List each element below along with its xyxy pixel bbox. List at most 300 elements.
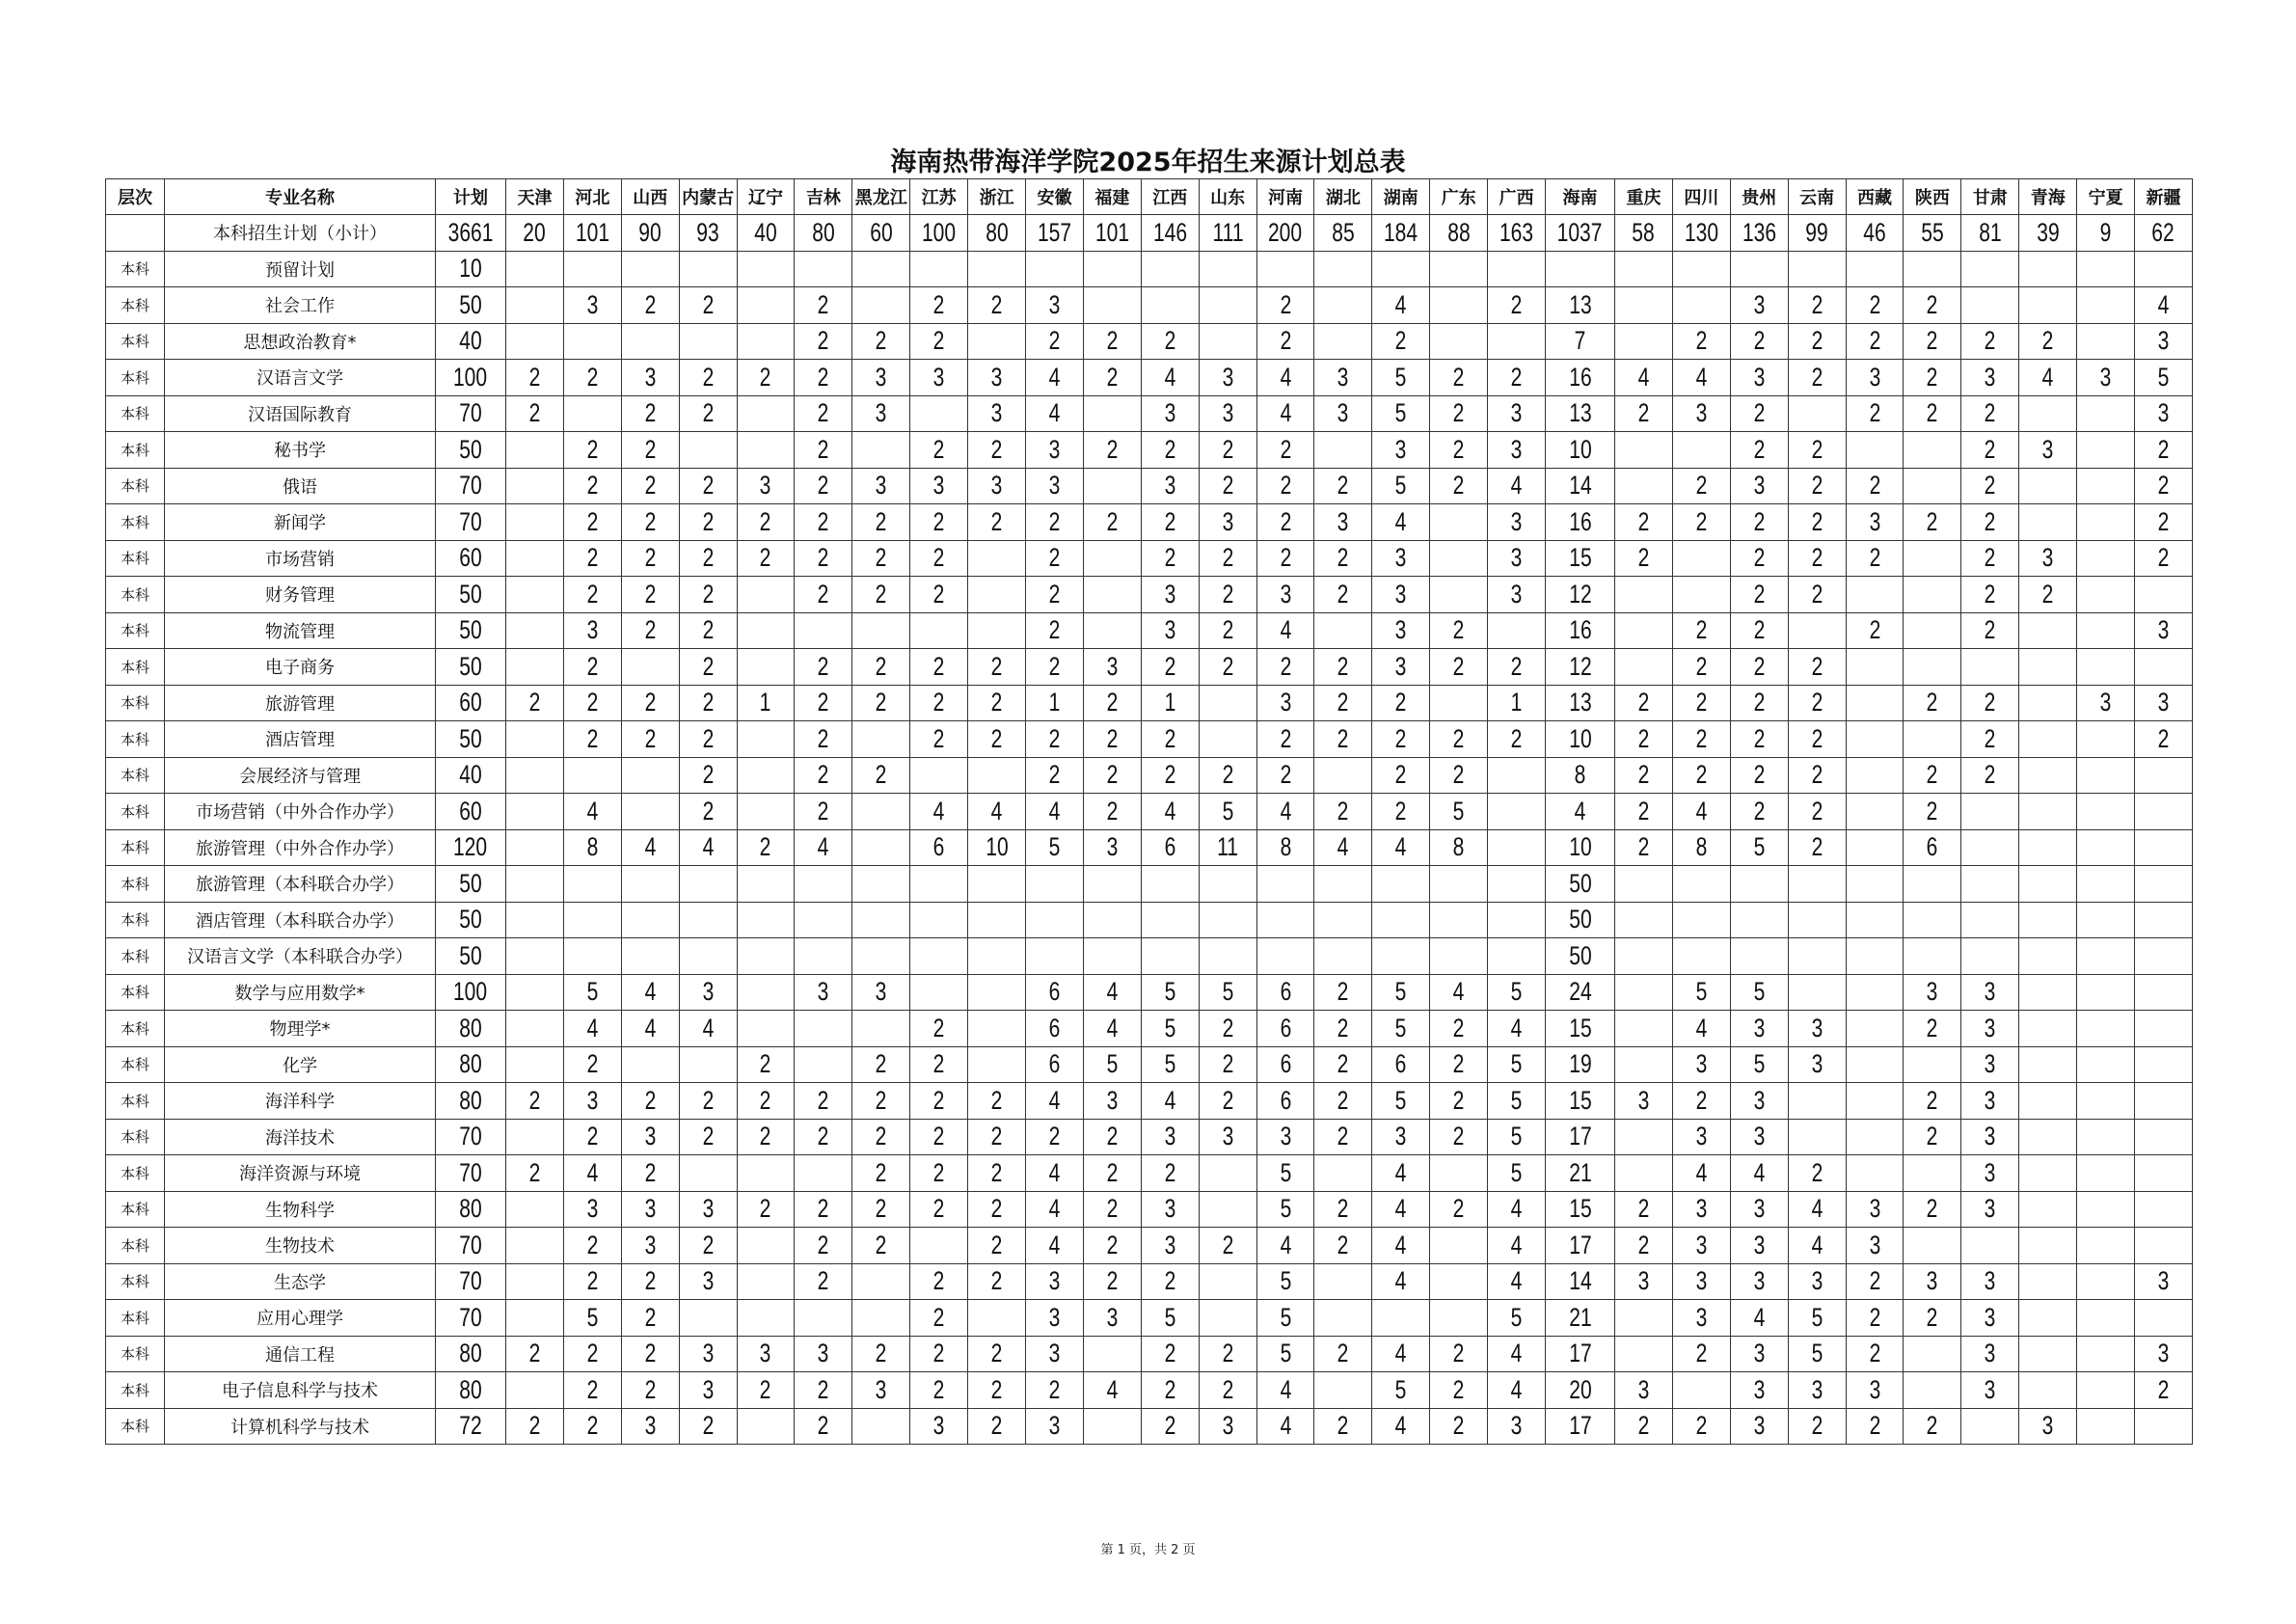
major-name-cell: 海洋技术 xyxy=(165,1119,436,1155)
province-quota-cell xyxy=(910,829,968,866)
province-quota-cell xyxy=(1788,251,1846,287)
cell-value: 2 xyxy=(1337,1194,1349,1224)
province-quota-cell xyxy=(1488,794,1546,830)
province-quota-cell xyxy=(1730,468,1788,504)
cell-value: 2 xyxy=(1337,651,1349,681)
cell-value: 3 xyxy=(1637,1374,1650,1404)
province-quota-cell xyxy=(1846,468,1904,504)
province-quota-cell xyxy=(910,757,968,794)
province-quota-cell xyxy=(1199,468,1256,504)
province-quota-cell xyxy=(1026,1011,1084,1047)
cell-value: 2 xyxy=(586,1049,599,1079)
table-row xyxy=(106,757,2193,794)
cell-value: 2 xyxy=(1811,1411,1823,1441)
cell-value: 2 xyxy=(1927,1085,1938,1115)
cell-value: 10 xyxy=(985,832,1009,862)
province-quota-cell xyxy=(968,395,1026,432)
province-quota-cell xyxy=(1615,360,1673,396)
table-row xyxy=(106,395,2193,432)
cell-value: 3 xyxy=(1164,471,1176,501)
cell-value: 2 xyxy=(1695,688,1708,717)
province-quota-cell xyxy=(1788,1011,1846,1047)
province-quota-cell xyxy=(1372,1191,1430,1228)
province-quota-cell xyxy=(1314,649,1372,686)
cell-value: 157 xyxy=(1037,217,1072,247)
cell-value: 2 xyxy=(1106,1157,1119,1187)
cell-value: 3 xyxy=(2041,1411,2054,1441)
province-quota-cell xyxy=(1546,1155,1615,1192)
cell-value: 2 xyxy=(1695,326,1708,356)
province-quota-cell xyxy=(910,1119,968,1155)
province-quota-cell xyxy=(1430,866,1488,903)
province-quota-cell xyxy=(2077,1408,2135,1445)
cell-value: 4 xyxy=(586,796,599,826)
province-quota-cell xyxy=(795,287,852,324)
cell-value: 2 xyxy=(760,1194,771,1224)
level-cell: 本科 xyxy=(106,323,165,360)
province-quota-cell xyxy=(1846,1408,1904,1445)
province-quota-cell xyxy=(1546,938,1615,975)
province-quota-cell xyxy=(737,794,795,830)
level-cell: 本科 xyxy=(106,577,165,613)
cell-value: 80 xyxy=(459,1194,482,1224)
cell-value: 4 xyxy=(818,832,829,862)
province-quota-cell xyxy=(1372,215,1430,252)
cell-value: 80 xyxy=(459,1049,482,1079)
province-quota-cell xyxy=(1730,649,1788,686)
cell-value: 2 xyxy=(1394,326,1407,356)
province-quota-cell xyxy=(1026,902,1084,938)
province-quota-cell xyxy=(1141,685,1199,721)
province-quota-cell xyxy=(1488,468,1546,504)
cell-value: 5 xyxy=(1164,1049,1176,1079)
province-quota-cell xyxy=(2077,1119,2135,1155)
province-quota-cell xyxy=(1083,1263,1141,1300)
province-quota-cell xyxy=(1730,794,1788,830)
cell-value: 2 xyxy=(1695,1339,1708,1368)
province-quota-cell xyxy=(1372,974,1430,1011)
major-name-cell: 物理学* xyxy=(165,1011,436,1047)
province-quota-cell xyxy=(1730,757,1788,794)
cell-value: 2 xyxy=(818,543,829,573)
province-quota-cell xyxy=(1141,1336,1199,1372)
cell-value: 2 xyxy=(2157,543,2170,573)
table-row xyxy=(106,1408,2193,1445)
cell-value: 4 xyxy=(1811,1194,1823,1224)
province-quota-cell xyxy=(2077,1336,2135,1372)
cell-value: 2 xyxy=(702,723,714,753)
province-quota-cell xyxy=(968,1228,1026,1264)
province-quota-cell xyxy=(1430,287,1488,324)
province-quota-cell xyxy=(1846,395,1904,432)
province-quota-cell xyxy=(1546,1336,1615,1372)
province-quota-cell xyxy=(679,1191,737,1228)
province-quota-cell xyxy=(1961,1155,2019,1192)
cell-value: 2 xyxy=(932,1122,945,1151)
province-quota-cell xyxy=(1372,1046,1430,1083)
province-quota-cell xyxy=(1846,287,1904,324)
province-quota-cell xyxy=(2135,1191,2193,1228)
province-quota-cell xyxy=(795,577,852,613)
province-quota-cell xyxy=(1615,1408,1673,1445)
province-quota-cell xyxy=(1730,938,1788,975)
cell-value: 3 xyxy=(932,362,945,392)
cell-value: 4 xyxy=(644,1013,657,1042)
cell-value: 2 xyxy=(1753,543,1766,573)
column-header: 山西 xyxy=(621,179,679,215)
cell-value: 5 xyxy=(1048,832,1061,862)
plan-total-cell xyxy=(436,902,506,938)
cell-value: 2 xyxy=(528,398,541,428)
province-quota-cell xyxy=(1083,938,1141,975)
province-quota-cell xyxy=(1904,323,1961,360)
cell-value: 100 xyxy=(453,977,488,1007)
province-quota-cell xyxy=(1904,1372,1961,1409)
cell-value: 2 xyxy=(1222,651,1233,681)
province-quota-cell xyxy=(1672,685,1730,721)
cell-value: 5 xyxy=(1222,796,1233,826)
province-quota-cell xyxy=(1372,902,1430,938)
cell-value: 2 xyxy=(1869,1411,1880,1441)
cell-value: 2 xyxy=(644,543,657,573)
province-quota-cell xyxy=(1846,794,1904,830)
column-header: 海南 xyxy=(1546,179,1615,215)
cell-value: 70 xyxy=(459,1266,482,1296)
province-quota-cell xyxy=(1846,215,1904,252)
province-quota-cell xyxy=(563,1119,621,1155)
province-quota-cell xyxy=(1488,1372,1546,1409)
province-quota-cell xyxy=(1141,794,1199,830)
cell-value: 6 xyxy=(932,832,945,862)
province-quota-cell xyxy=(1615,432,1673,469)
province-quota-cell xyxy=(1961,1336,2019,1372)
province-quota-cell xyxy=(1788,974,1846,1011)
province-quota-cell xyxy=(1083,360,1141,396)
plan-total-cell xyxy=(436,974,506,1011)
cell-value: 2 xyxy=(990,723,1003,753)
cell-value: 2 xyxy=(1280,289,1291,319)
level-cell: 本科 xyxy=(106,757,165,794)
province-quota-cell xyxy=(2019,649,2077,686)
cell-value: 2 xyxy=(875,1157,887,1187)
province-quota-cell xyxy=(1026,974,1084,1011)
plan-total-cell xyxy=(436,1336,506,1372)
province-quota-cell xyxy=(506,1300,564,1337)
cell-value: 2 xyxy=(702,471,714,501)
province-quota-cell xyxy=(852,1191,910,1228)
cell-value: 5 xyxy=(1280,1266,1291,1296)
province-quota-cell xyxy=(1672,432,1730,469)
province-quota-cell xyxy=(1730,1046,1788,1083)
province-quota-cell xyxy=(2135,1119,2193,1155)
cell-value: 2 xyxy=(818,688,829,717)
province-quota-cell xyxy=(1961,902,2019,938)
province-quota-cell xyxy=(1846,1046,1904,1083)
cell-value: 2 xyxy=(1695,615,1708,645)
province-quota-cell xyxy=(563,360,621,396)
table-row xyxy=(106,685,2193,721)
cell-value: 4 xyxy=(586,1013,599,1042)
province-quota-cell xyxy=(852,540,910,577)
province-quota-cell xyxy=(621,360,679,396)
province-quota-cell xyxy=(852,757,910,794)
cell-value: 10 xyxy=(1568,723,1592,753)
cell-value: 2 xyxy=(1280,471,1291,501)
cell-value: 10 xyxy=(1568,434,1592,464)
province-quota-cell xyxy=(563,1300,621,1337)
cell-value: 2 xyxy=(1337,1049,1349,1079)
province-quota-cell xyxy=(968,215,1026,252)
province-quota-cell xyxy=(679,612,737,649)
province-quota-cell xyxy=(1615,685,1673,721)
province-quota-cell xyxy=(1083,215,1141,252)
column-header: 江西 xyxy=(1141,179,1199,215)
province-quota-cell xyxy=(1904,685,1961,721)
cell-value: 3 xyxy=(702,977,714,1007)
province-quota-cell xyxy=(1314,1300,1372,1337)
province-quota-cell xyxy=(1788,1300,1846,1337)
province-quota-cell xyxy=(1846,323,1904,360)
cell-value: 4 xyxy=(1048,796,1061,826)
cell-value: 17 xyxy=(1568,1230,1592,1259)
cell-value: 93 xyxy=(696,217,719,247)
plan-total-cell xyxy=(436,612,506,649)
cell-value: 2 xyxy=(1106,326,1119,356)
province-quota-cell xyxy=(1615,866,1673,903)
cell-value: 3 xyxy=(2041,543,2054,573)
plan-total-cell xyxy=(436,685,506,721)
province-quota-cell xyxy=(1199,1155,1256,1192)
province-quota-cell xyxy=(563,902,621,938)
province-quota-cell xyxy=(2077,215,2135,252)
cell-value: 2 xyxy=(1869,1302,1880,1332)
province-quota-cell xyxy=(563,1372,621,1409)
cell-value: 5 xyxy=(1394,1013,1407,1042)
province-quota-cell xyxy=(621,1228,679,1264)
province-quota-cell xyxy=(1141,1011,1199,1047)
province-quota-cell xyxy=(2077,1372,2135,1409)
province-quota-cell xyxy=(968,1083,1026,1120)
cell-value: 20 xyxy=(523,217,547,247)
province-quota-cell xyxy=(1846,1228,1904,1264)
province-quota-cell xyxy=(737,1011,795,1047)
plan-total-cell xyxy=(436,251,506,287)
province-quota-cell xyxy=(1961,468,2019,504)
cell-value: 3 xyxy=(2099,362,2112,392)
province-quota-cell xyxy=(852,360,910,396)
level-cell: 本科 xyxy=(106,1300,165,1337)
cell-value: 2 xyxy=(1452,362,1465,392)
province-quota-cell xyxy=(2135,1300,2193,1337)
province-quota-cell xyxy=(968,685,1026,721)
cell-value: 2 xyxy=(1811,289,1823,319)
cell-value: 3 xyxy=(586,1085,599,1115)
province-quota-cell xyxy=(1314,395,1372,432)
province-quota-cell xyxy=(852,504,910,541)
province-quota-cell xyxy=(852,323,910,360)
province-quota-cell xyxy=(1083,251,1141,287)
cell-value: 3 xyxy=(1164,579,1176,609)
cell-value: 5 xyxy=(1753,977,1766,1007)
province-quota-cell xyxy=(1430,215,1488,252)
cell-value: 2 xyxy=(1869,326,1880,356)
cell-value: 2 xyxy=(2157,1374,2170,1404)
cell-value: 101 xyxy=(575,217,609,247)
province-quota-cell xyxy=(910,395,968,432)
province-quota-cell xyxy=(1846,1155,1904,1192)
province-quota-cell xyxy=(621,323,679,360)
cell-value: 3 xyxy=(1984,977,1996,1007)
cell-value: 3 xyxy=(1222,362,1233,392)
cell-value: 10 xyxy=(459,254,482,284)
province-quota-cell xyxy=(1846,612,1904,649)
province-quota-cell xyxy=(910,1011,968,1047)
cell-value: 1 xyxy=(1048,688,1061,717)
province-quota-cell xyxy=(2135,395,2193,432)
province-quota-cell xyxy=(1672,395,1730,432)
cell-value: 2 xyxy=(1927,1122,1938,1151)
province-quota-cell xyxy=(506,1372,564,1409)
province-quota-cell xyxy=(1788,794,1846,830)
province-quota-cell xyxy=(679,1263,737,1300)
province-quota-cell xyxy=(1141,468,1199,504)
cell-value: 4 xyxy=(1695,1013,1708,1042)
province-quota-cell xyxy=(737,1263,795,1300)
cell-value: 2 xyxy=(1927,1013,1938,1042)
province-quota-cell xyxy=(1199,1263,1256,1300)
cell-value: 4 xyxy=(1280,1230,1291,1259)
cell-value: 2 xyxy=(1452,1122,1465,1151)
province-quota-cell xyxy=(1083,721,1141,758)
province-quota-cell xyxy=(968,902,1026,938)
cell-value: 2 xyxy=(932,723,945,753)
cell-value: 3 xyxy=(1510,579,1523,609)
province-quota-cell xyxy=(621,1336,679,1372)
province-quota-cell xyxy=(2019,1300,2077,1337)
column-header: 福建 xyxy=(1083,179,1141,215)
province-quota-cell xyxy=(2077,468,2135,504)
province-quota-cell xyxy=(563,432,621,469)
province-quota-cell xyxy=(1730,685,1788,721)
province-quota-cell xyxy=(1430,1263,1488,1300)
province-quota-cell xyxy=(1430,1191,1488,1228)
cell-value: 4 xyxy=(1394,1194,1407,1224)
province-quota-cell xyxy=(910,1372,968,1409)
province-quota-cell xyxy=(2019,829,2077,866)
province-quota-cell xyxy=(1546,577,1615,613)
column-header: 安徽 xyxy=(1026,179,1084,215)
cell-value: 4 xyxy=(1048,1157,1061,1187)
major-name-cell: 生态学 xyxy=(165,1263,436,1300)
province-quota-cell xyxy=(1846,938,1904,975)
cell-value: 2 xyxy=(1927,398,1938,428)
province-quota-cell xyxy=(1672,287,1730,324)
cell-value: 3 xyxy=(1695,1049,1708,1079)
cell-value: 3 xyxy=(875,398,887,428)
province-quota-cell xyxy=(1672,504,1730,541)
cell-value: 2 xyxy=(1280,543,1291,573)
province-quota-cell xyxy=(910,721,968,758)
cell-value: 3 xyxy=(1164,1122,1176,1151)
province-quota-cell xyxy=(1961,1372,2019,1409)
province-quota-cell xyxy=(1256,1155,1314,1192)
plan-total-cell xyxy=(436,395,506,432)
province-quota-cell xyxy=(1730,1372,1788,1409)
cell-value: 2 xyxy=(818,1374,829,1404)
province-quota-cell xyxy=(1256,685,1314,721)
cell-value: 2 xyxy=(586,1122,599,1151)
cell-value: 50 xyxy=(459,868,482,898)
cell-value: 2 xyxy=(1452,760,1465,790)
province-quota-cell xyxy=(621,1011,679,1047)
province-quota-cell xyxy=(910,1300,968,1337)
province-quota-cell xyxy=(1199,685,1256,721)
province-quota-cell xyxy=(1846,1011,1904,1047)
province-quota-cell xyxy=(968,1046,1026,1083)
province-quota-cell xyxy=(1615,721,1673,758)
province-quota-cell xyxy=(1672,938,1730,975)
province-quota-cell xyxy=(2135,1155,2193,1192)
cell-value: 3 xyxy=(2157,688,2170,717)
province-quota-cell xyxy=(1615,1263,1673,1300)
cell-value: 4 xyxy=(1048,362,1061,392)
province-quota-cell xyxy=(1730,360,1788,396)
province-quota-cell xyxy=(1199,540,1256,577)
level-cell: 本科 xyxy=(106,360,165,396)
province-quota-cell xyxy=(1199,323,1256,360)
cell-value: 60 xyxy=(459,688,482,717)
province-quota-cell xyxy=(1372,1155,1430,1192)
province-quota-cell xyxy=(1961,360,2019,396)
province-quota-cell xyxy=(1488,1155,1546,1192)
cell-value: 2 xyxy=(1927,688,1938,717)
cell-value: 17 xyxy=(1568,1122,1592,1151)
cell-value: 2 xyxy=(1695,471,1708,501)
cell-value: 2 xyxy=(644,688,657,717)
cell-value: 5 xyxy=(586,977,599,1007)
province-quota-cell xyxy=(1488,215,1546,252)
province-quota-cell xyxy=(1961,323,2019,360)
province-quota-cell xyxy=(1615,1228,1673,1264)
province-quota-cell xyxy=(1314,215,1372,252)
province-quota-cell xyxy=(621,1300,679,1337)
province-quota-cell xyxy=(1961,1263,2019,1300)
province-quota-cell xyxy=(1256,1083,1314,1120)
province-quota-cell xyxy=(1788,468,1846,504)
province-quota-cell xyxy=(2019,974,2077,1011)
province-quota-cell xyxy=(1961,540,2019,577)
cell-value: 2 xyxy=(1452,615,1465,645)
province-quota-cell xyxy=(1788,1191,1846,1228)
cell-value: 3 xyxy=(644,1230,657,1259)
province-quota-cell xyxy=(1730,974,1788,1011)
province-quota-cell xyxy=(1314,866,1372,903)
major-name-cell: 数学与应用数学* xyxy=(165,974,436,1011)
cell-value: 2 xyxy=(1753,579,1766,609)
major-name-cell: 生物技术 xyxy=(165,1228,436,1264)
cell-value: 2 xyxy=(818,723,829,753)
cell-value: 3 xyxy=(1984,1194,1996,1224)
cell-value: 2 xyxy=(2041,326,2054,356)
province-quota-cell xyxy=(1672,1408,1730,1445)
level-cell: 本科 xyxy=(106,794,165,830)
cell-value: 4 xyxy=(1394,1266,1407,1296)
province-quota-cell xyxy=(1314,504,1372,541)
province-quota-cell xyxy=(1199,974,1256,1011)
province-quota-cell xyxy=(795,432,852,469)
province-quota-cell xyxy=(563,649,621,686)
province-quota-cell xyxy=(1904,1408,1961,1445)
